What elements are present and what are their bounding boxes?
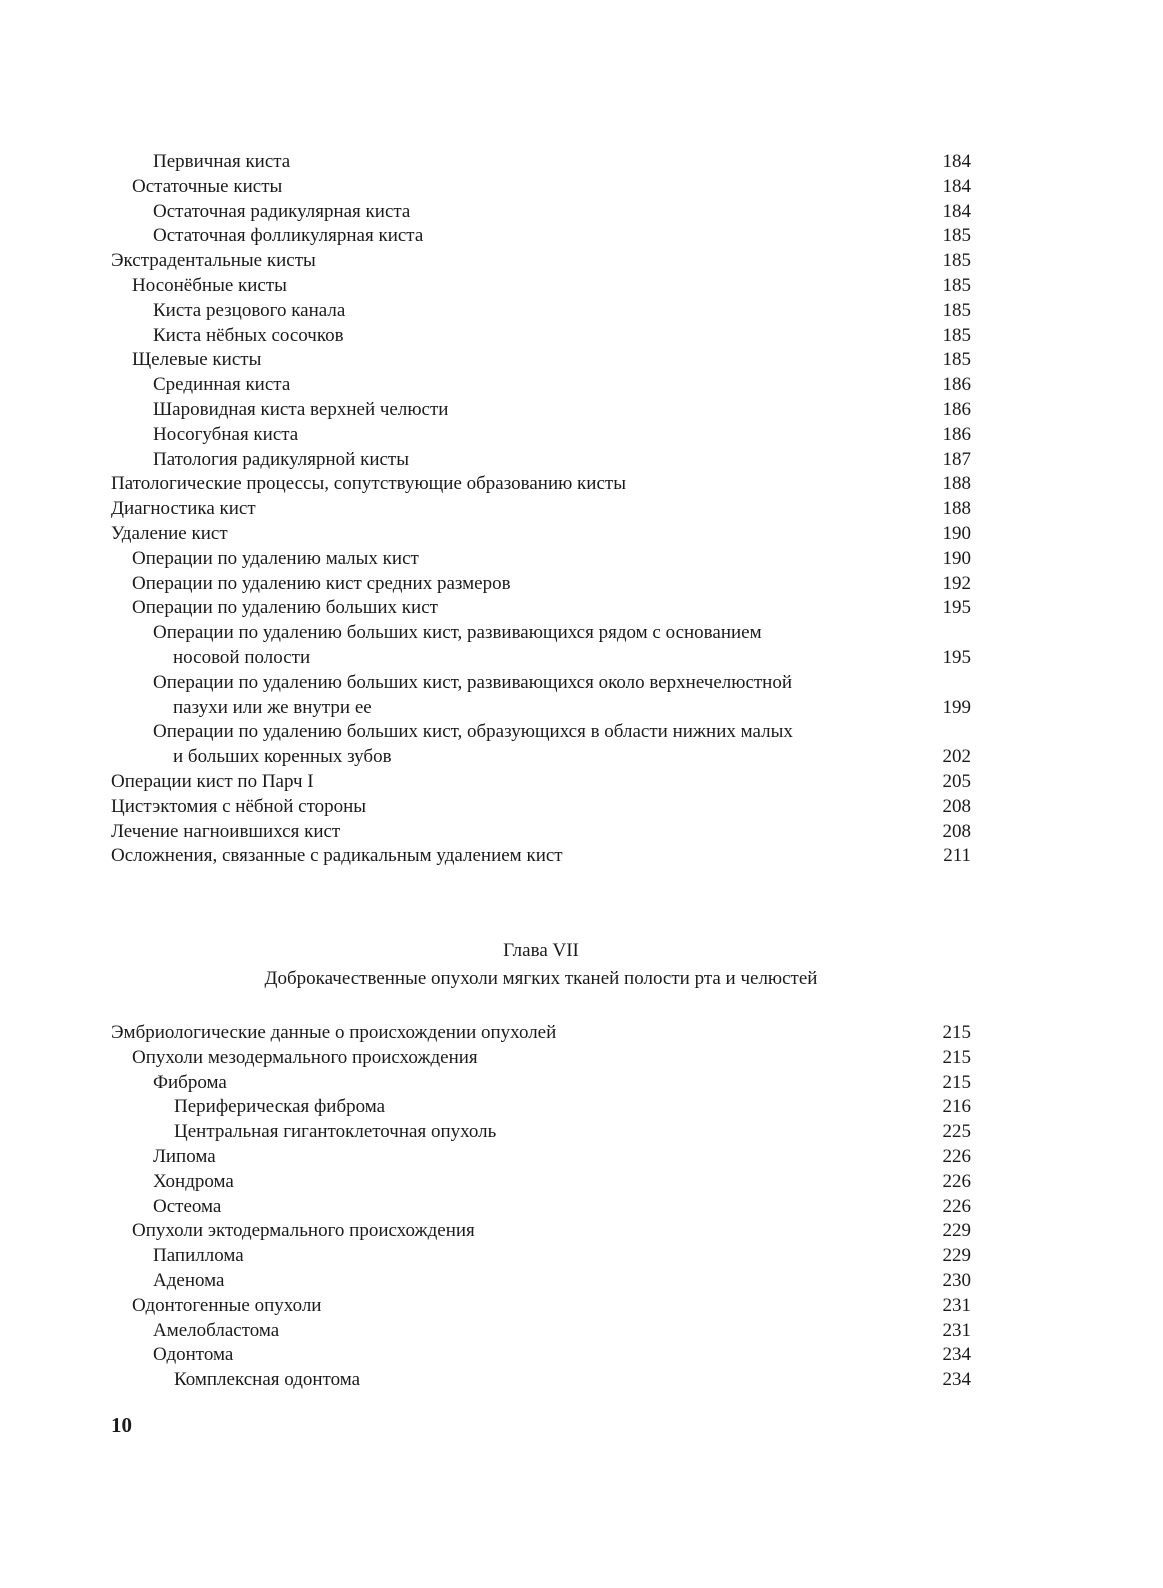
toc-entry-title: [111, 472, 971, 497]
toc-entry-title: [153, 1244, 971, 1269]
toc-entry-title-line: Операции по удалению больших кист, развивающихся рядом с основанием: [153, 622, 762, 644]
toc-entry-title: [111, 795, 971, 820]
toc-entry-title: [153, 398, 971, 423]
toc-entry-title: [174, 1120, 971, 1145]
toc-entry-title: [153, 621, 971, 671]
toc-entry-title: [153, 1145, 971, 1170]
toc-entry-title-line: Опухоли мезодермального происхождения: [132, 1046, 478, 1068]
toc-entry-title-line: Патологические процессы, сопутствующие образованию кисты: [111, 473, 626, 495]
toc-entry-title: [153, 150, 971, 175]
toc-entry-title: [111, 249, 971, 274]
toc-entry-page: 199: [942, 696, 971, 718]
toc-entry-page: 230: [942, 1269, 971, 1291]
toc-entry-title: [153, 1195, 971, 1220]
toc-entry-title: [153, 1071, 971, 1096]
toc-entry-page: 187: [942, 448, 971, 470]
toc-entry: [111, 522, 971, 547]
toc-entry: [111, 1021, 971, 1046]
toc-entry: [111, 621, 971, 671]
toc-entry-title-line: Фиброма: [153, 1071, 227, 1093]
toc-entry-page: 190: [942, 522, 971, 544]
toc-entry-title-line: Цистэктомия с нёбной стороны: [111, 795, 367, 817]
toc-entry-title: [153, 324, 971, 349]
toc-entry-title: [111, 1021, 971, 1046]
toc-entry-page: 184: [942, 175, 971, 197]
toc-entry-title-line: Щелевые кисты: [132, 349, 262, 371]
toc-entry-title-line: Папиллома: [153, 1245, 244, 1267]
toc-entry-page: 185: [942, 349, 971, 371]
toc-entry-page: 211: [943, 845, 971, 867]
toc-entry-title-line: Операции по удалению кист средних размеров: [132, 572, 511, 594]
toc-entry-page: 185: [942, 225, 971, 247]
toc-entry-page: 202: [942, 746, 971, 768]
toc-entry-page: 215: [942, 1046, 971, 1068]
toc-entry: [111, 1195, 971, 1220]
toc-entry-page: 185: [942, 250, 971, 272]
toc-entry-title-line: Операции кист по Парч I: [111, 770, 314, 792]
toc-entry-page: 226: [942, 1145, 971, 1167]
toc-entry-title-line: Остаточная радикулярная киста: [153, 200, 411, 222]
toc-entry-title-line: Аденома: [153, 1269, 225, 1291]
toc-entry-title: [174, 1095, 971, 1120]
toc-entry-title-line: Удаление кист: [111, 522, 228, 544]
toc-entry: [111, 299, 971, 324]
toc-entry: [111, 1046, 971, 1071]
toc-entry-title-continuation: носовой полости: [173, 646, 311, 668]
toc-entry: [111, 1343, 971, 1368]
toc-section-bottom: [111, 1021, 971, 1393]
toc-entry: [111, 844, 971, 869]
toc-entry-title: [153, 448, 971, 473]
toc-entry-page: 195: [942, 646, 971, 668]
toc-entry-title: [132, 1046, 971, 1071]
toc-entry-title-line: Диагностика кист: [111, 498, 256, 520]
toc-entry: [111, 398, 971, 423]
toc-entry-title-line: Одонтома: [153, 1344, 234, 1366]
toc-entry-page: 188: [942, 498, 971, 520]
toc-entry-title-line: Первичная киста: [153, 151, 291, 172]
toc-entry: [111, 324, 971, 349]
toc-entry-page: 208: [942, 795, 971, 817]
toc-entry-title: [132, 596, 971, 621]
toc-entry: [111, 423, 971, 448]
toc-entry-page: 190: [942, 547, 971, 569]
toc-entry-title: [153, 423, 971, 448]
toc-entry: [111, 770, 971, 795]
toc-entry-title: [153, 1269, 971, 1294]
toc-entry-title: [174, 1368, 971, 1393]
toc-entry-page: 208: [942, 820, 971, 842]
toc-entry: [111, 373, 971, 398]
toc-entry-title: [111, 522, 971, 547]
toc-entry-title-line: Периферическая фиброма: [174, 1096, 386, 1118]
toc-entry-title-line: Липома: [153, 1145, 216, 1167]
toc-entry-title: [132, 348, 971, 373]
toc-entry: [111, 1244, 971, 1269]
toc-entry-page: 215: [942, 1022, 971, 1043]
toc-entry: [111, 497, 971, 522]
toc-entry-page: 184: [942, 151, 971, 172]
toc-entry-title-line: Амелобластома: [153, 1319, 280, 1341]
toc-entry-title-line: Носонёбные кисты: [132, 274, 287, 296]
toc-entry-title-line: Эмбриологические данные о происхождении опухолей: [111, 1022, 557, 1043]
toc-entry-title-line: Остеома: [153, 1195, 222, 1217]
toc-section-top: [111, 150, 971, 869]
toc-entry-title: [153, 720, 971, 770]
toc-entry-title-line: Комплексная одонтома: [174, 1369, 361, 1391]
toc-entry-title-line: Операции по удалению малых кист: [132, 547, 419, 569]
toc-entry-title-line: Шаровидная киста верхней челюсти: [153, 398, 449, 420]
toc-entry: [111, 720, 971, 770]
toc-entry-title-line: Осложнения, связанные с радикальным удалением кист: [111, 845, 563, 867]
toc-entry-title-line: Операции по удалению больших кист, образующихся в области нижних малых: [153, 721, 793, 743]
toc-entry-page: 231: [942, 1319, 971, 1341]
toc-entry-title-continuation: пазухи или же внутри ее: [173, 696, 372, 718]
toc-entry-title-line: Киста нёбных сосочков: [153, 324, 344, 346]
toc-entry: [111, 572, 971, 597]
toc-entry-page: 225: [942, 1121, 971, 1143]
toc-entry: [111, 671, 971, 721]
toc-entry: [111, 1219, 971, 1244]
toc-entry: [111, 1145, 971, 1170]
toc-entry-title: [153, 671, 971, 721]
toc-entry-title: [111, 770, 971, 795]
toc-entry: [111, 200, 971, 225]
toc-entry: [111, 472, 971, 497]
chapter-number: Глава VII: [503, 940, 579, 961]
chapter-title: Доброкачественные опухоли мягких тканей полости рта и челюстей: [264, 968, 818, 989]
toc-entry-page: 231: [942, 1294, 971, 1316]
toc-entry-title-line: Операции по удалению больших кист: [132, 597, 438, 619]
toc-entry-page: 229: [942, 1220, 971, 1242]
toc-entry: [111, 348, 971, 373]
toc-entry-title: [111, 497, 971, 522]
toc-entry-title: [132, 175, 971, 200]
toc-entry-page: 216: [942, 1096, 971, 1118]
page-number: 10: [111, 1413, 132, 1437]
toc-entry-page: 186: [942, 374, 971, 396]
toc-entry-title: [153, 200, 971, 225]
toc-entry-page: 226: [942, 1170, 971, 1192]
toc-entry-title: [132, 1294, 971, 1319]
toc-entry-title: [111, 820, 971, 845]
toc-entry: [111, 547, 971, 572]
toc-entry: [111, 1170, 971, 1195]
toc-entry-page: 234: [942, 1344, 971, 1366]
toc-entry: [111, 1120, 971, 1145]
toc-entry: [111, 224, 971, 249]
toc-entry-page: 229: [942, 1245, 971, 1267]
toc-entry-page: 215: [942, 1071, 971, 1093]
toc-entry: [111, 1269, 971, 1294]
toc-entry-title: [153, 1319, 971, 1344]
toc-entry-title-line: Одонтогенные опухоли: [132, 1294, 322, 1316]
toc-entry: [111, 1095, 971, 1120]
toc-entry-title: [132, 274, 971, 299]
toc-entry-page: 192: [942, 572, 971, 594]
toc-entry-title: [153, 224, 971, 249]
toc-entry-page: 185: [942, 299, 971, 321]
toc-entry: [111, 274, 971, 299]
toc-entry-title-line: Опухоли эктодермального происхождения: [132, 1220, 475, 1242]
toc-entry-title-line: Киста резцового канала: [153, 299, 346, 321]
toc-entry-page: 186: [942, 423, 971, 445]
toc-entry-page: 188: [942, 473, 971, 495]
toc-entry-page: 226: [942, 1195, 971, 1217]
toc-entry-title: [153, 1170, 971, 1195]
toc-entry-title: [132, 547, 971, 572]
toc-entry-title-line: Патология радикулярной кисты: [153, 448, 409, 470]
toc-entry-title-continuation: и больших коренных зубов: [173, 746, 392, 768]
toc-entry-title: [111, 844, 971, 869]
toc-entry-page: 185: [942, 274, 971, 296]
toc-entry: [111, 1294, 971, 1319]
toc-entry: [111, 249, 971, 274]
toc-entry: [111, 1368, 971, 1393]
toc-entry-page: 185: [942, 324, 971, 346]
toc-entry-title-line: Лечение нагноившихся кист: [111, 820, 341, 842]
toc-entry-title: [132, 572, 971, 597]
toc-entry-title-line: Операции по удалению больших кист, развивающихся около верхнечелюстной: [153, 671, 793, 693]
toc-entry-title: [153, 373, 971, 398]
toc-entry: [111, 448, 971, 473]
toc-entry-title-line: Остаточные кисты: [132, 175, 283, 197]
toc-entry-page: 184: [942, 200, 971, 222]
toc-entry: [111, 1071, 971, 1096]
toc-entry-title-line: Центральная гигантоклеточная опухоль: [174, 1121, 497, 1143]
toc-entry-title-line: Носогубная киста: [153, 423, 299, 445]
toc-entry: [111, 175, 971, 200]
toc-entry-title: [153, 1343, 971, 1368]
toc-entry-title-line: Срединная киста: [153, 374, 291, 396]
toc-entry: [111, 1319, 971, 1344]
toc-entry-title: [132, 1219, 971, 1244]
toc-entry-title-line: Экстрадентальные кисты: [111, 250, 316, 272]
toc-entry-page: 205: [942, 770, 971, 792]
toc-entry-title-line: Хондрома: [153, 1170, 234, 1192]
toc-entry: [111, 150, 971, 175]
toc-entry-page: 186: [942, 398, 971, 420]
toc-entry-title-line: Остаточная фолликулярная киста: [153, 225, 424, 247]
toc-entry: [111, 820, 971, 845]
toc-entry: [111, 596, 971, 621]
toc-entry-page: 195: [942, 597, 971, 619]
toc-entry-title: [153, 299, 971, 324]
toc-entry-page: 234: [942, 1369, 971, 1391]
toc-entry: [111, 795, 971, 820]
